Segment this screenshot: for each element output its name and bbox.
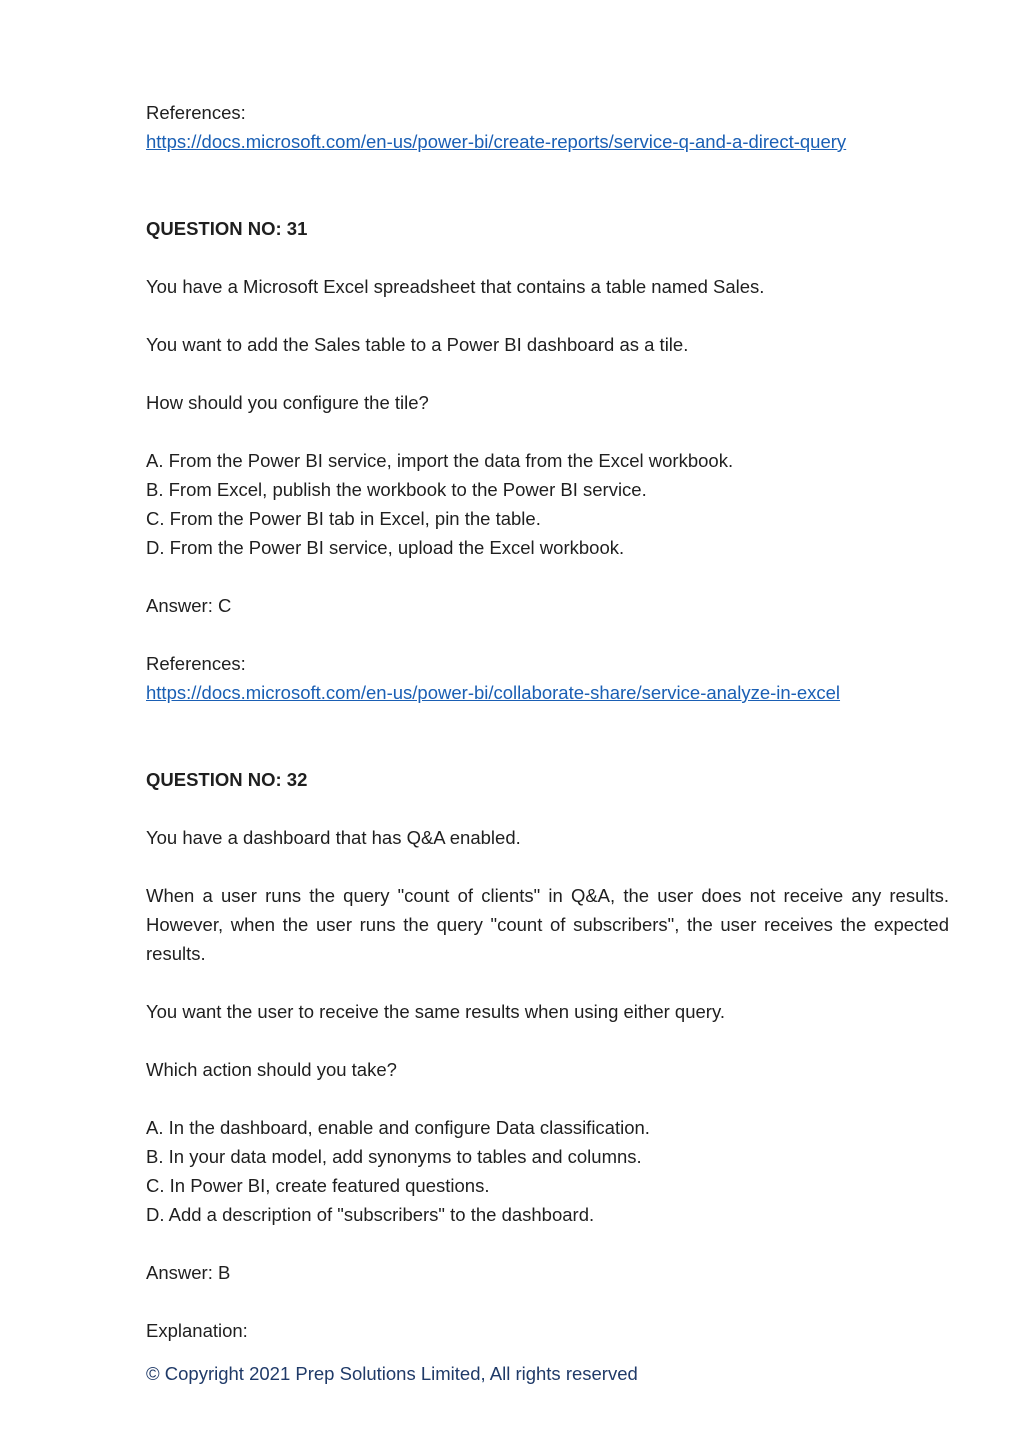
explanation-label: Explanation: <box>146 1320 248 1341</box>
question-31-prompt: How should you configure the tile? <box>146 392 429 413</box>
question-32-answer: Answer: B <box>146 1262 231 1283</box>
question-32-text: When a user runs the query "count of clients" in Q&A, the user does not receive any results. However, when the user runs the query "count of subscribers", the user receives the expected results. <box>146 885 949 964</box>
question-31-option-b: B. From Excel, publish the workbook to the Power BI service. <box>146 479 647 500</box>
question-31-option-a: A. From the Power BI service, import the data from the Excel workbook. <box>146 450 734 471</box>
question-32-option-a: A. In the dashboard, enable and configure Data classification. <box>146 1117 650 1138</box>
references-label: References: <box>146 102 246 123</box>
question-31-option-c: C. From the Power BI tab in Excel, pin the table. <box>146 508 541 529</box>
document-page <box>146 98 949 1345</box>
question-32-text: You want the user to receive the same results when using either query. <box>146 1001 725 1022</box>
question-32-option-d: D. Add a description of "subscribers" to the dashboard. <box>146 1204 595 1225</box>
reference-link-direct-query[interactable]: https://docs.microsoft.com/en-us/power-bi/create-reports/service-q-and-a-direct-query <box>146 131 847 152</box>
question-31-answer: Answer: C <box>146 595 232 616</box>
references-label: References: <box>146 653 246 674</box>
question-31-title: QUESTION NO: 31 <box>146 218 308 239</box>
copyright-footer: © Copyright 2021 Prep Solutions Limited, All rights reserved <box>146 1363 638 1384</box>
question-31-option-d: D. From the Power BI service, upload the Excel workbook. <box>146 537 625 558</box>
question-31-text: You have a Microsoft Excel spreadsheet that contains a table named Sales. <box>146 276 765 297</box>
question-32-option-b: B. In your data model, add synonyms to tables and columns. <box>146 1146 642 1167</box>
reference-link-analyze-in-excel[interactable]: https://docs.microsoft.com/en-us/power-bi/collaborate-share/service-analyze-in-excel <box>146 682 841 703</box>
question-32-option-c: C. In Power BI, create featured questions. <box>146 1175 490 1196</box>
question-32-prompt: Which action should you take? <box>146 1059 397 1080</box>
question-32-text: You have a dashboard that has Q&A enabled. <box>146 827 521 848</box>
question-32-title: QUESTION NO: 32 <box>146 769 308 790</box>
question-31-text: You want to add the Sales table to a Power BI dashboard as a tile. <box>146 334 689 355</box>
